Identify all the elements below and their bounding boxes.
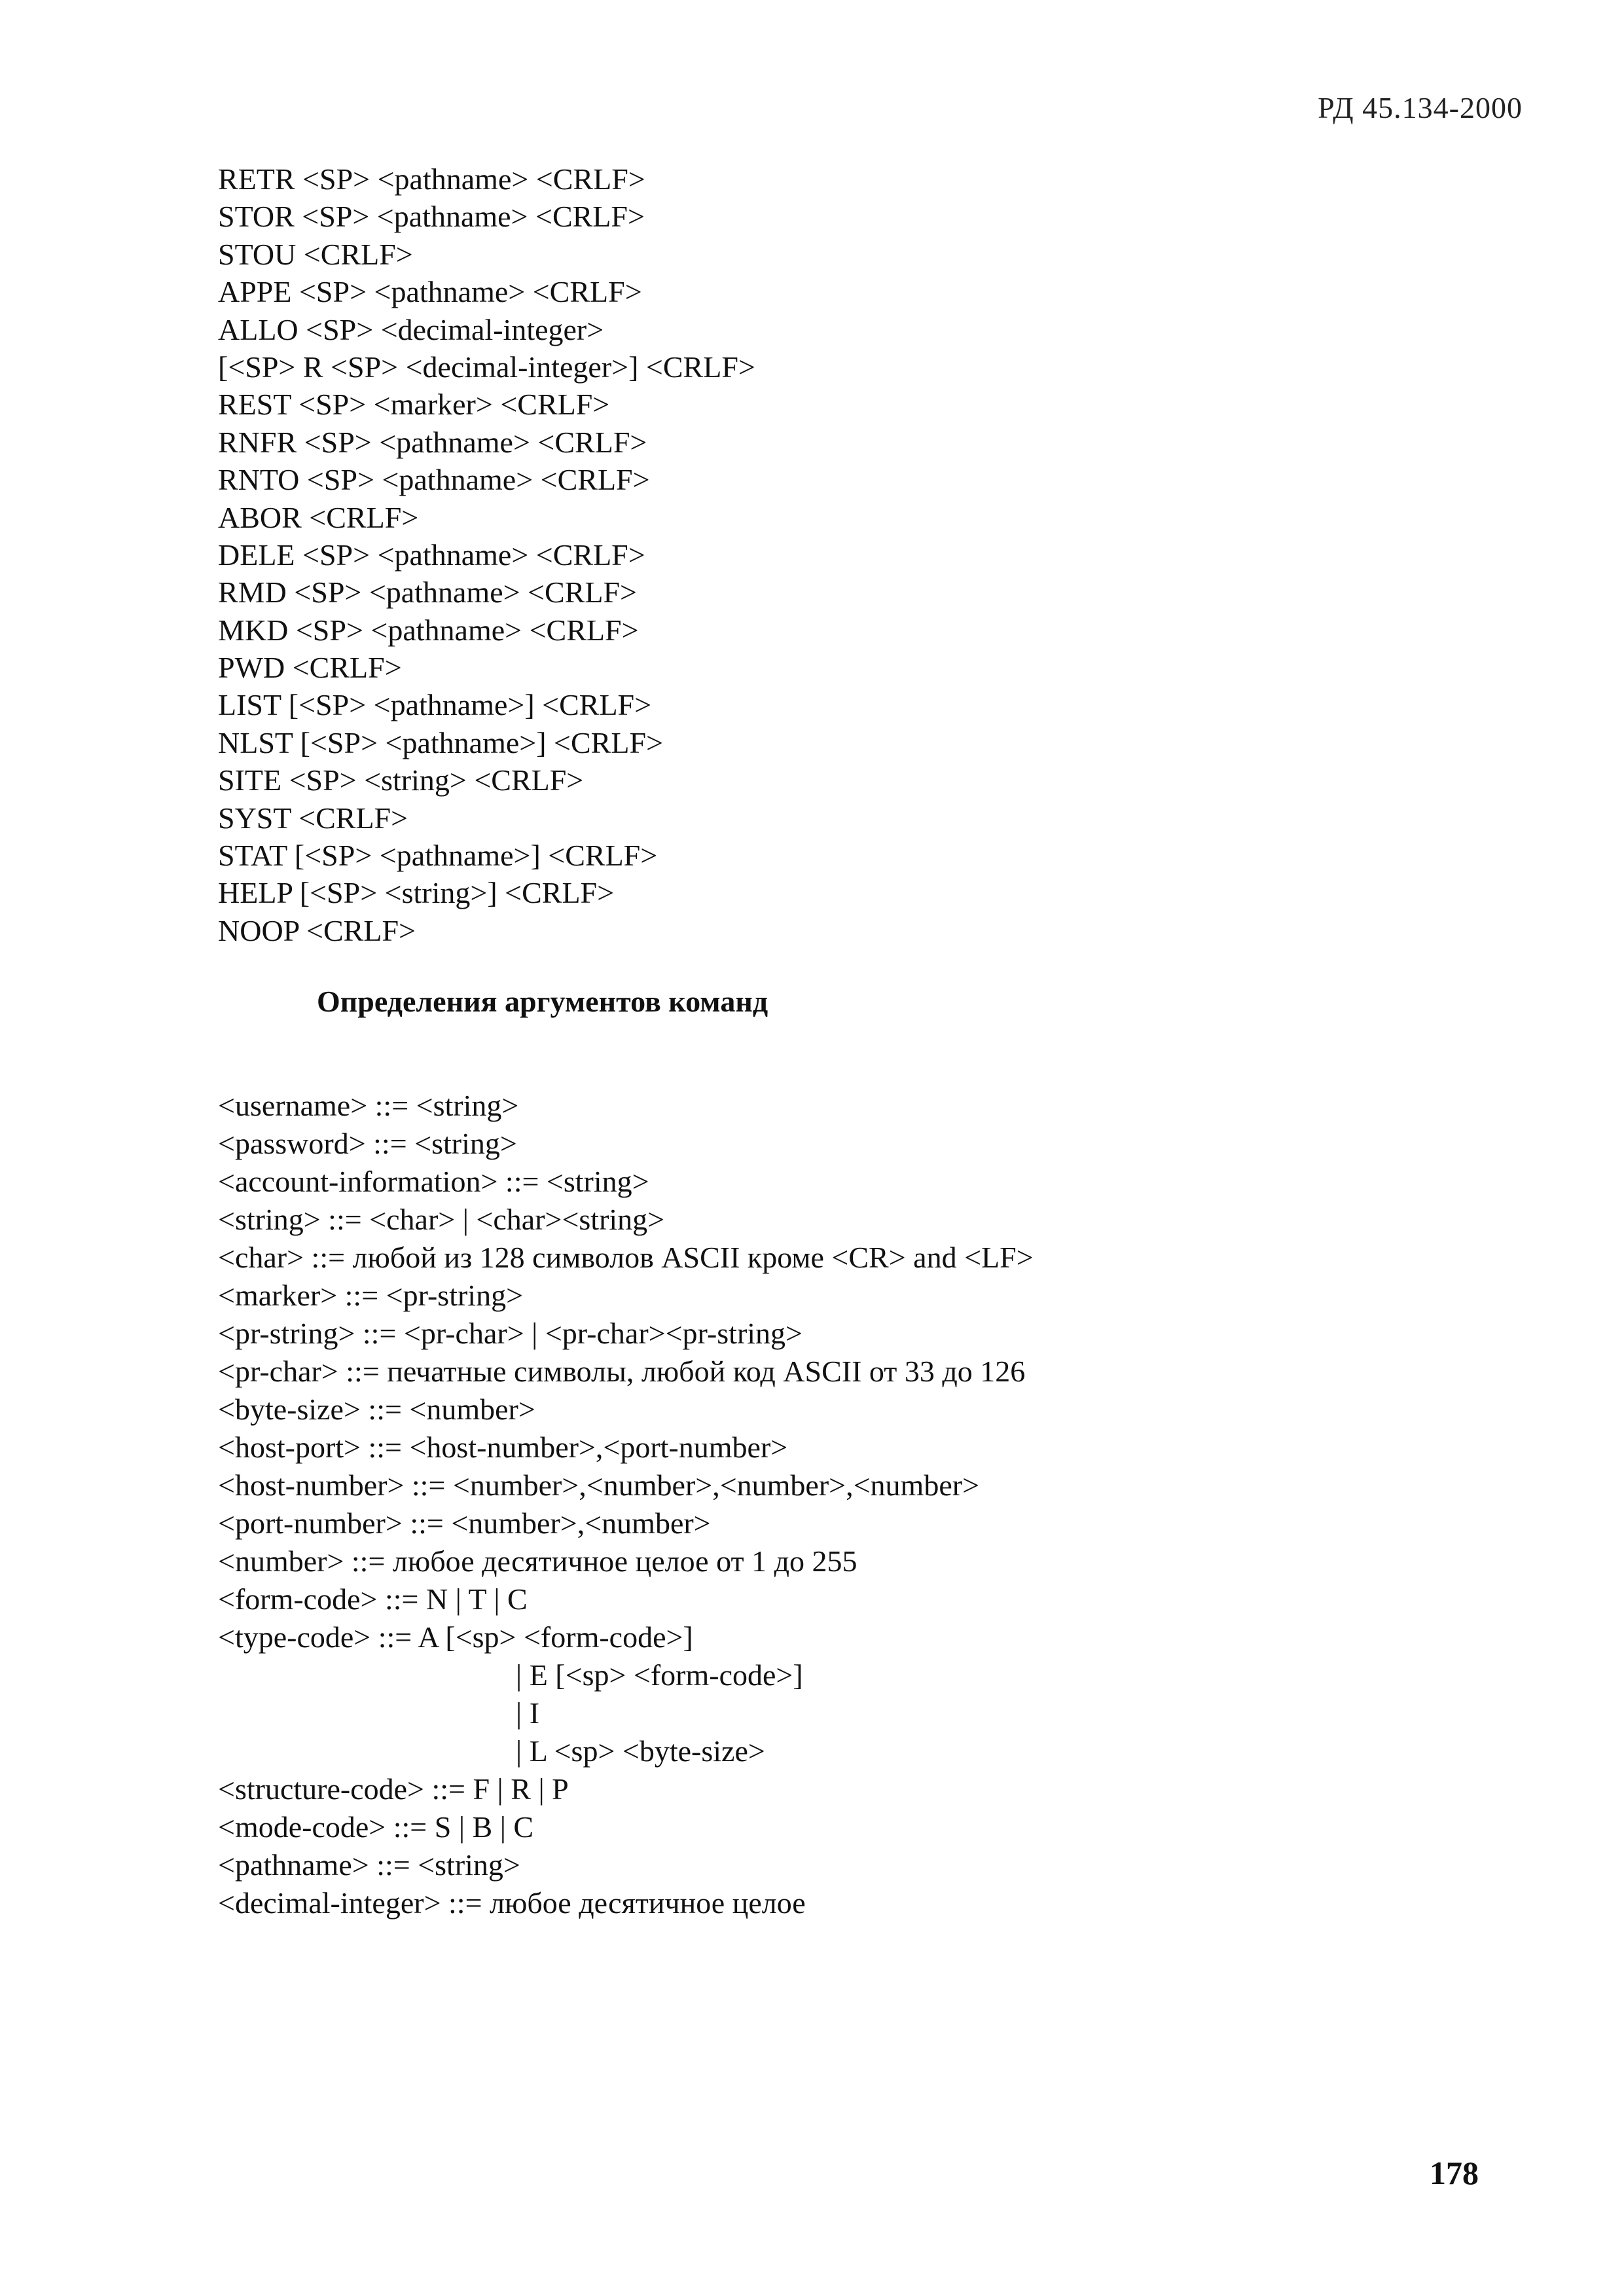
- definition-line: <string> ::= <char> | <char><string>: [218, 1203, 665, 1236]
- command-line: MKD <SP> <pathname> <CRLF>: [218, 613, 639, 647]
- command-line: DELE <SP> <pathname> <CRLF>: [218, 538, 645, 572]
- definition-line: <form-code> ::= N | T | C: [218, 1582, 528, 1616]
- command-line: RETR <SP> <pathname> <CRLF>: [218, 162, 645, 196]
- definition-line: <host-number> ::= <number>,<number>,<number>,<number>: [218, 1468, 980, 1502]
- definition-line: <byte-size> ::= <number>: [218, 1393, 535, 1426]
- definition-line: <pathname> ::= <string>: [218, 1848, 520, 1882]
- command-line: NLST [<SP> <pathname>] <CRLF>: [218, 725, 663, 759]
- command-line: STOR <SP> <pathname> <CRLF>: [218, 200, 645, 234]
- definition-continuation-line: | I: [516, 1696, 540, 1730]
- definition-line: <pr-string> ::= <pr-char> | <pr-char><pr-string>: [218, 1317, 803, 1350]
- definition-continuation-line: | E [<sp> <form-code>]: [516, 1658, 803, 1692]
- definition-line: <decimal-integer> ::= любое десятичное целое: [218, 1886, 806, 1920]
- command-line: ALLO <SP> <decimal-integer>: [218, 312, 604, 346]
- definition-line: <type-code> ::= A [<sp> <form-code>]: [218, 1620, 693, 1654]
- argument-definitions-list: [218, 1087, 1034, 1922]
- definition-line: <mode-code> ::= S | B | C: [218, 1810, 534, 1844]
- command-line: SYST <CRLF>: [218, 801, 408, 835]
- definition-line: <port-number> ::= <number>,<number>: [218, 1506, 711, 1540]
- definition-line: <username> ::= <string>: [218, 1089, 519, 1122]
- command-line: RNTO <SP> <pathname> <CRLF>: [218, 463, 650, 497]
- definition-line: <account-information> ::= <string>: [218, 1165, 649, 1198]
- definition-line: <pr-char> ::= печатные символы, любой код ASCII от 33 до 126: [218, 1355, 1026, 1388]
- command-line: REST <SP> <marker> <CRLF>: [218, 388, 610, 422]
- command-line: STAT [<SP> <pathname>] <CRLF>: [218, 839, 658, 873]
- command-line: [<SP> R <SP> <decimal-integer>] <CRLF>: [218, 350, 755, 384]
- definition-line: <char> ::= любой из 128 символов ASCII кроме <CR> and <LF>: [218, 1241, 1034, 1274]
- command-line: STOU <CRLF>: [218, 237, 413, 271]
- definition-line: <marker> ::= <pr-string>: [218, 1279, 524, 1312]
- document-code: РД 45.134-2000: [1318, 91, 1523, 124]
- command-line: APPE <SP> <pathname> <CRLF>: [218, 275, 642, 309]
- command-line: SITE <SP> <string> <CRLF>: [218, 763, 584, 797]
- command-line: ABOR <CRLF>: [218, 500, 419, 534]
- command-line: RNFR <SP> <pathname> <CRLF>: [218, 425, 647, 459]
- command-line: LIST [<SP> <pathname>] <CRLF>: [218, 688, 652, 722]
- definition-line: <number> ::= любое десятичное целое от 1 до 255: [218, 1544, 857, 1578]
- command-syntax-list: [218, 160, 755, 949]
- definition-line: <structure-code> ::= F | R | P: [218, 1772, 569, 1806]
- definition-line: <host-port> ::= <host-number>,<port-number>: [218, 1430, 788, 1464]
- command-line: PWD <CRLF>: [218, 651, 402, 685]
- definition-continuation-line: | L <sp> <byte-size>: [516, 1734, 765, 1768]
- definition-line: <password> ::= <string>: [218, 1127, 517, 1160]
- page-number: 178: [1430, 2155, 1479, 2191]
- section-heading: Определения аргументов команд: [317, 985, 768, 1018]
- command-line: RMD <SP> <pathname> <CRLF>: [218, 575, 637, 610]
- command-line: HELP [<SP> <string>] <CRLF>: [218, 876, 615, 910]
- command-line: NOOP <CRLF>: [218, 913, 416, 947]
